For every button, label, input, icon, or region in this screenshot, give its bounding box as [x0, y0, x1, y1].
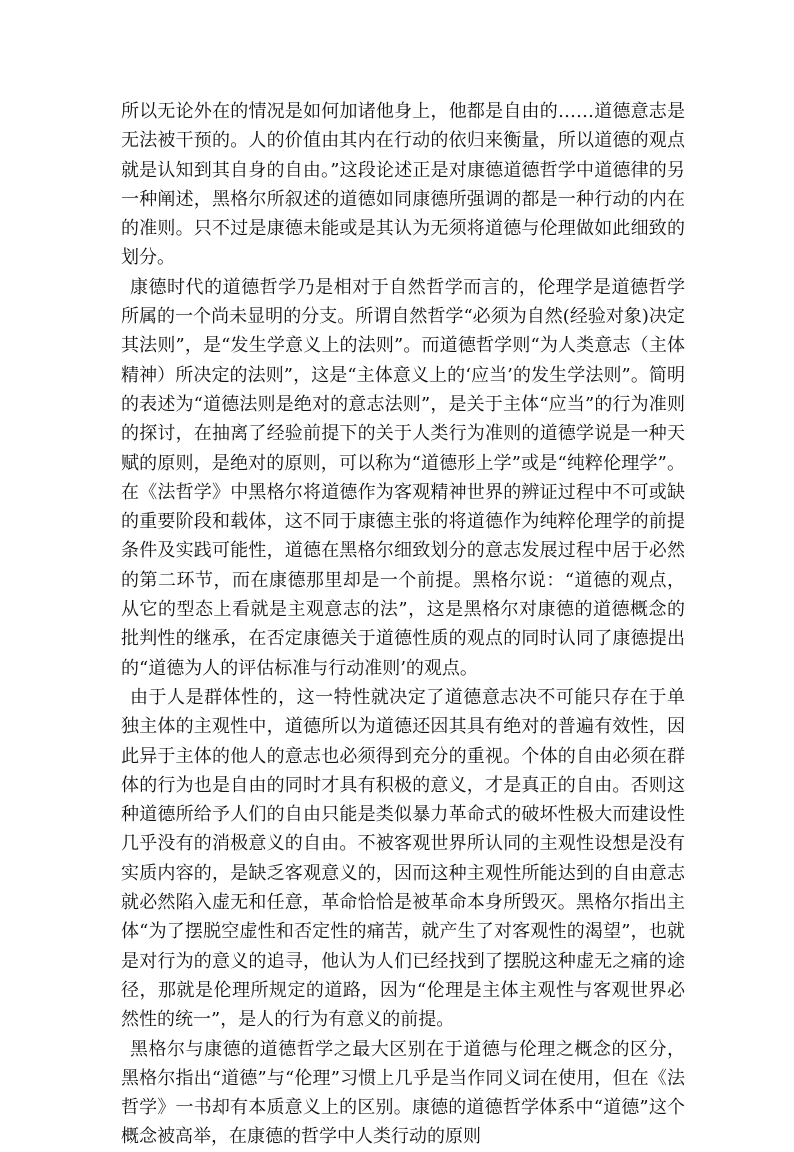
paragraph-4: 黑格尔与康德的道德哲学之最大区别在于道德与伦理之概念的区分，黑格尔指出“道德”与“伦理”习惯上几乎是当作同义词在使用，但在《法哲学》一书却有本质意义上的区别。康德的道德哲学体系中“道德”这个概念被高举，在康德的哲学中人类行动的原则 [121, 1038, 685, 1148]
paragraph-1: 所以无论外在的情况是如何加诸他身上，他都是自由的……道德意志是无法被干预的。人的价值由其内在行动的依归来衡量，所以道德的观点就是认知到其自身的自由。”这段论述正是对康德道德哲学中道德律的另一种阐述，黑格尔所叙述的道德如同康德所强调的都是一种行动的内在的准则。只不过是康德未能或是其认为无须将道德与伦理做如此细致的划分。 [121, 101, 685, 269]
paragraph-3: 由于人是群体性的，这一特性就决定了道德意志决不可能只存在于单独主体的主观性中，道德所以为道德还因其具有绝对的普遍有效性，因此异于主体的他人的意志也必须得到充分的重视。个体的自由必须在群体的行为也是自由的同时才具有积极的意义，才是真正的自由。否则这种道德所给予人们的自由只能是类似暴力革命式的破坏性极大而建设性几乎没有的消极意义的自由。不被客观世界所认同的主观性设想是没有实质内容的，是缺乏客观意义的，因而这种主观性所能达到的自由意志就必然陷入虚无和任意，革命恰恰是被革命本身所毁灭。黑格尔指出主体“为了摆脱空虚性和否定性的痛苦，就产生了对客观性的渴望”，也就是对行为的意义的追寻，他认为人们已经找到了摆脱这种虚无之痛的途径，那就是伦理所规定的道路，因为“伦理是主体主观性与客观世界必然性的统一”，是人的行为有意义的前提。 [121, 686, 685, 1031]
document-body [121, 97, 685, 1152]
paragraph-2: 康德时代的道德哲学乃是相对于自然哲学而言的，伦理学是道德哲学所属的一个尚未显明的分支。所谓自然哲学“必须为自然(经验对象)决定其法则”，是“发生学意义上的法则”。而道德哲学则“为人类意志（主体精神）所决定的法则”，这是“主体意义上的‘应当’的发生学法则”。简明的表述为“道德法则是绝对的意志法则”，是关于主体“应当”的行为准则的探讨，在抽离了经验前提下的关于人类行为准则的道德学说是一种天赋的原则，是绝对的原则，可以称为“道德形上学”或是“纯粹伦理学”。在《法哲学》中黑格尔将道德作为客观精神世界的辨证过程中不可或缺的重要阶段和载体，这不同于康德主张的将道德作为纯粹伦理学的前提条件及实践可能性，道德在黑格尔细致划分的意志发展过程中居于必然的第二环节，而在康德那里却是一个前提。黑格尔说：“道德的观点，从它的型态上看就是主观意志的法”，这是黑格尔对康德的道德概念的批判性的继承，在否定康德关于道德性质的观点的同时认同了康德提出的“道德为人的评估标准与行动准则’的观点。 [121, 276, 685, 679]
